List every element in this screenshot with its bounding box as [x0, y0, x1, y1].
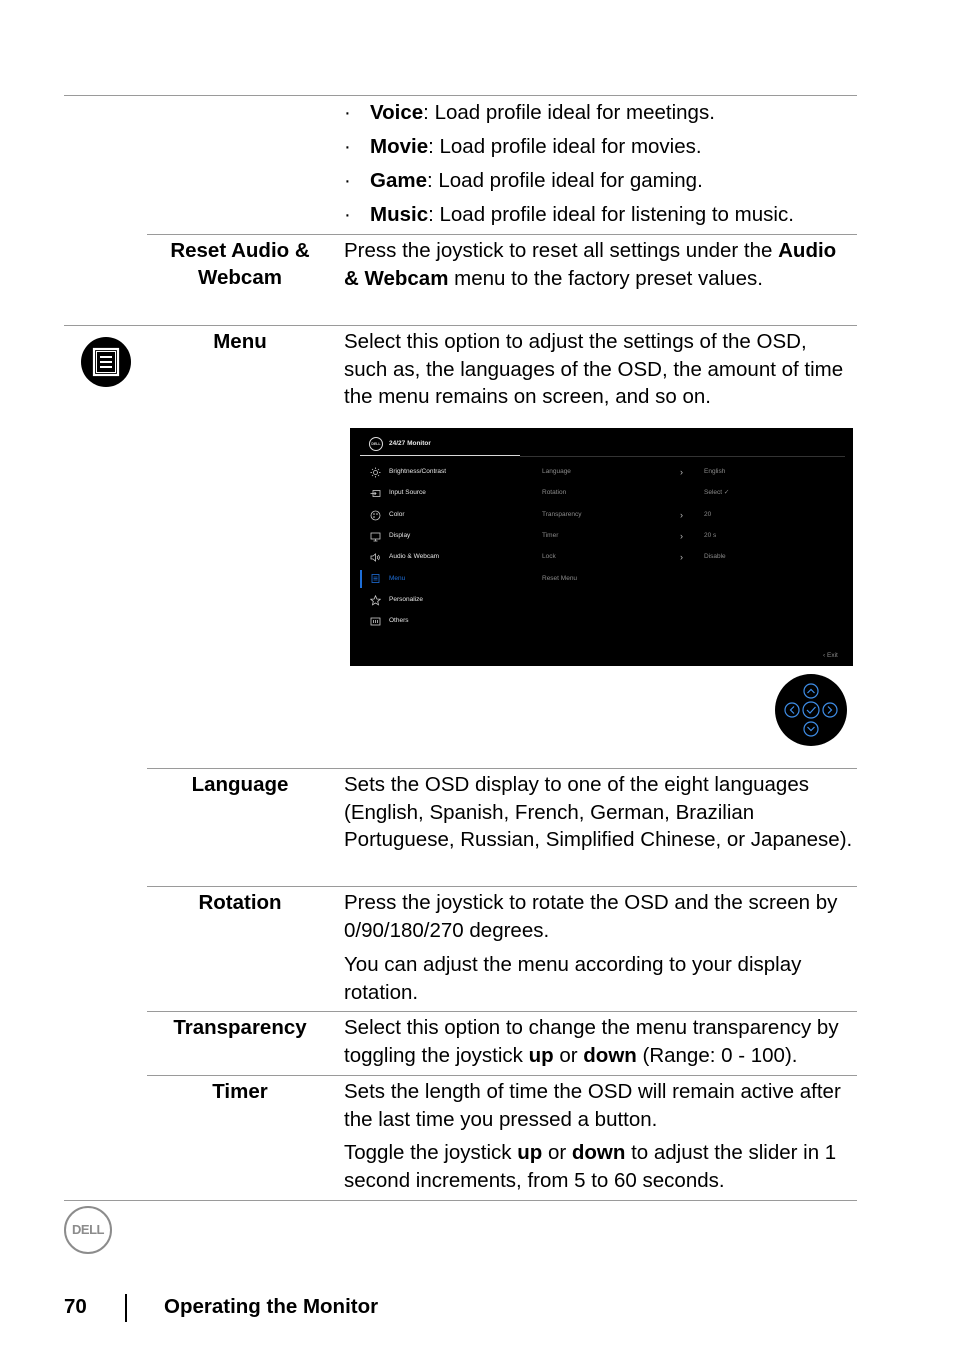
dell-logo: DELL [64, 1206, 112, 1254]
profile-music: · Music: Load profile ideal for listening to music. [344, 203, 794, 226]
rule-rotation [147, 886, 857, 887]
speaker-icon [370, 552, 381, 563]
footer-title: Operating the Monitor [164, 1295, 379, 1318]
color-icon [370, 510, 381, 521]
osd-value-rotation: Select ✓ [704, 489, 730, 496]
transparency-text: Select this option to change the menu transparency by toggling the joystick up or down (Range: 0 - 100). [344, 1016, 839, 1067]
timer-text-1: Sets the length of time the OSD will remain active after the last time you pressed a button. [344, 1080, 841, 1131]
osd-item-color[interactable]: Color [389, 511, 405, 518]
rule-menu [64, 325, 857, 326]
transparency-label: Transparency [173, 1016, 307, 1039]
rotation-label: Rotation [198, 891, 282, 914]
osd-sub-language[interactable]: Language [542, 468, 571, 475]
profile-game: · Game: Load profile ideal for gaming. [344, 169, 703, 192]
osd-item-input-source[interactable]: Input Source [389, 489, 426, 496]
chevron-right-icon: › [680, 552, 683, 562]
osd-title-underline [360, 455, 520, 456]
page-number: 70 [64, 1295, 87, 1318]
osd-value-lock: Disable [704, 553, 726, 560]
reset-audio-label: Reset Audio & Webcam [170, 239, 310, 289]
menu-text: Select this option to adjust the settings of the OSD, such as, the languages of the OSD, the amount of time the menu remains on screen, and so on. [344, 330, 844, 408]
rule-language [147, 768, 857, 769]
osd-sub-transparency[interactable]: Transparency [542, 511, 582, 518]
joystick-icon [775, 674, 847, 746]
rule-timer [147, 1075, 857, 1076]
input-source-icon [370, 488, 381, 499]
display-icon [370, 531, 381, 542]
menu-label: Menu [213, 330, 267, 353]
chevron-left-icon: ‹ [823, 652, 826, 659]
timer-text-2: Toggle the joystick up or down to adjust the slider in 1 second increments, from 5 to 60 seconds. [344, 1141, 837, 1192]
osd-screenshot [350, 428, 853, 666]
rule-transparency [147, 1011, 857, 1012]
osd-sub-lock[interactable]: Lock [542, 553, 556, 560]
rule-top [64, 95, 857, 96]
osd-item-display[interactable]: Display [389, 532, 411, 539]
osd-active-bar [360, 570, 362, 588]
timer-label: Timer [212, 1080, 268, 1103]
osd-value-transparency: 20 [704, 511, 712, 518]
osd-item-others[interactable]: Others [389, 617, 409, 624]
chevron-right-icon: › [680, 531, 683, 541]
osd-item-audio-webcam[interactable]: Audio & Webcam [389, 553, 440, 560]
language-label: Language [191, 773, 289, 796]
rotation-text-2: You can adjust the menu according to your display rotation. [344, 953, 802, 1004]
menu-icon [81, 337, 131, 387]
osd-exit[interactable]: ‹ Exit [823, 652, 838, 659]
chevron-right-icon: › [680, 510, 683, 520]
osd-sub-timer[interactable]: Timer [542, 532, 559, 539]
profile-movie: · Movie: Load profile ideal for movies. [344, 135, 702, 158]
star-icon [370, 595, 381, 606]
check-icon: ✓ [723, 489, 730, 496]
rotation-text-1: Press the joystick to rotate the OSD and the screen by 0/90/180/270 degrees. [344, 891, 838, 942]
osd-item-menu[interactable]: Menu [389, 575, 406, 582]
menu-small-icon [370, 573, 381, 584]
osd-value-timer: 20 s [704, 532, 717, 539]
chevron-right-icon: › [680, 467, 683, 477]
osd-dell-logo: DELL [369, 437, 383, 451]
rule-reset [147, 234, 857, 235]
osd-value-language: English [704, 468, 726, 475]
others-icon [370, 616, 381, 627]
osd-sub-reset-menu[interactable]: Reset Menu [542, 575, 578, 582]
rule-bottom [64, 1200, 857, 1201]
profile-voice: · Voice: Load profile ideal for meetings. [344, 101, 715, 124]
osd-item-personalize[interactable]: Personalize [389, 596, 423, 603]
brightness-icon [370, 467, 381, 478]
footer-divider [125, 1294, 127, 1322]
osd-item-brightness[interactable]: Brightness/Contrast [389, 468, 447, 475]
osd-sub-rotation[interactable]: Rotation [542, 489, 567, 496]
language-text: Sets the OSD display to one of the eight languages (English, Spanish, French, German, Brazilian Portuguese, Russian, Simplified Chinese, or Japanese). [344, 773, 853, 851]
osd-separator [520, 456, 845, 457]
reset-audio-text: Press the joystick to reset all settings under the Audio & Webcam menu to the factory preset values. [344, 239, 837, 290]
osd-title: 24/27 Monitor [389, 440, 431, 447]
